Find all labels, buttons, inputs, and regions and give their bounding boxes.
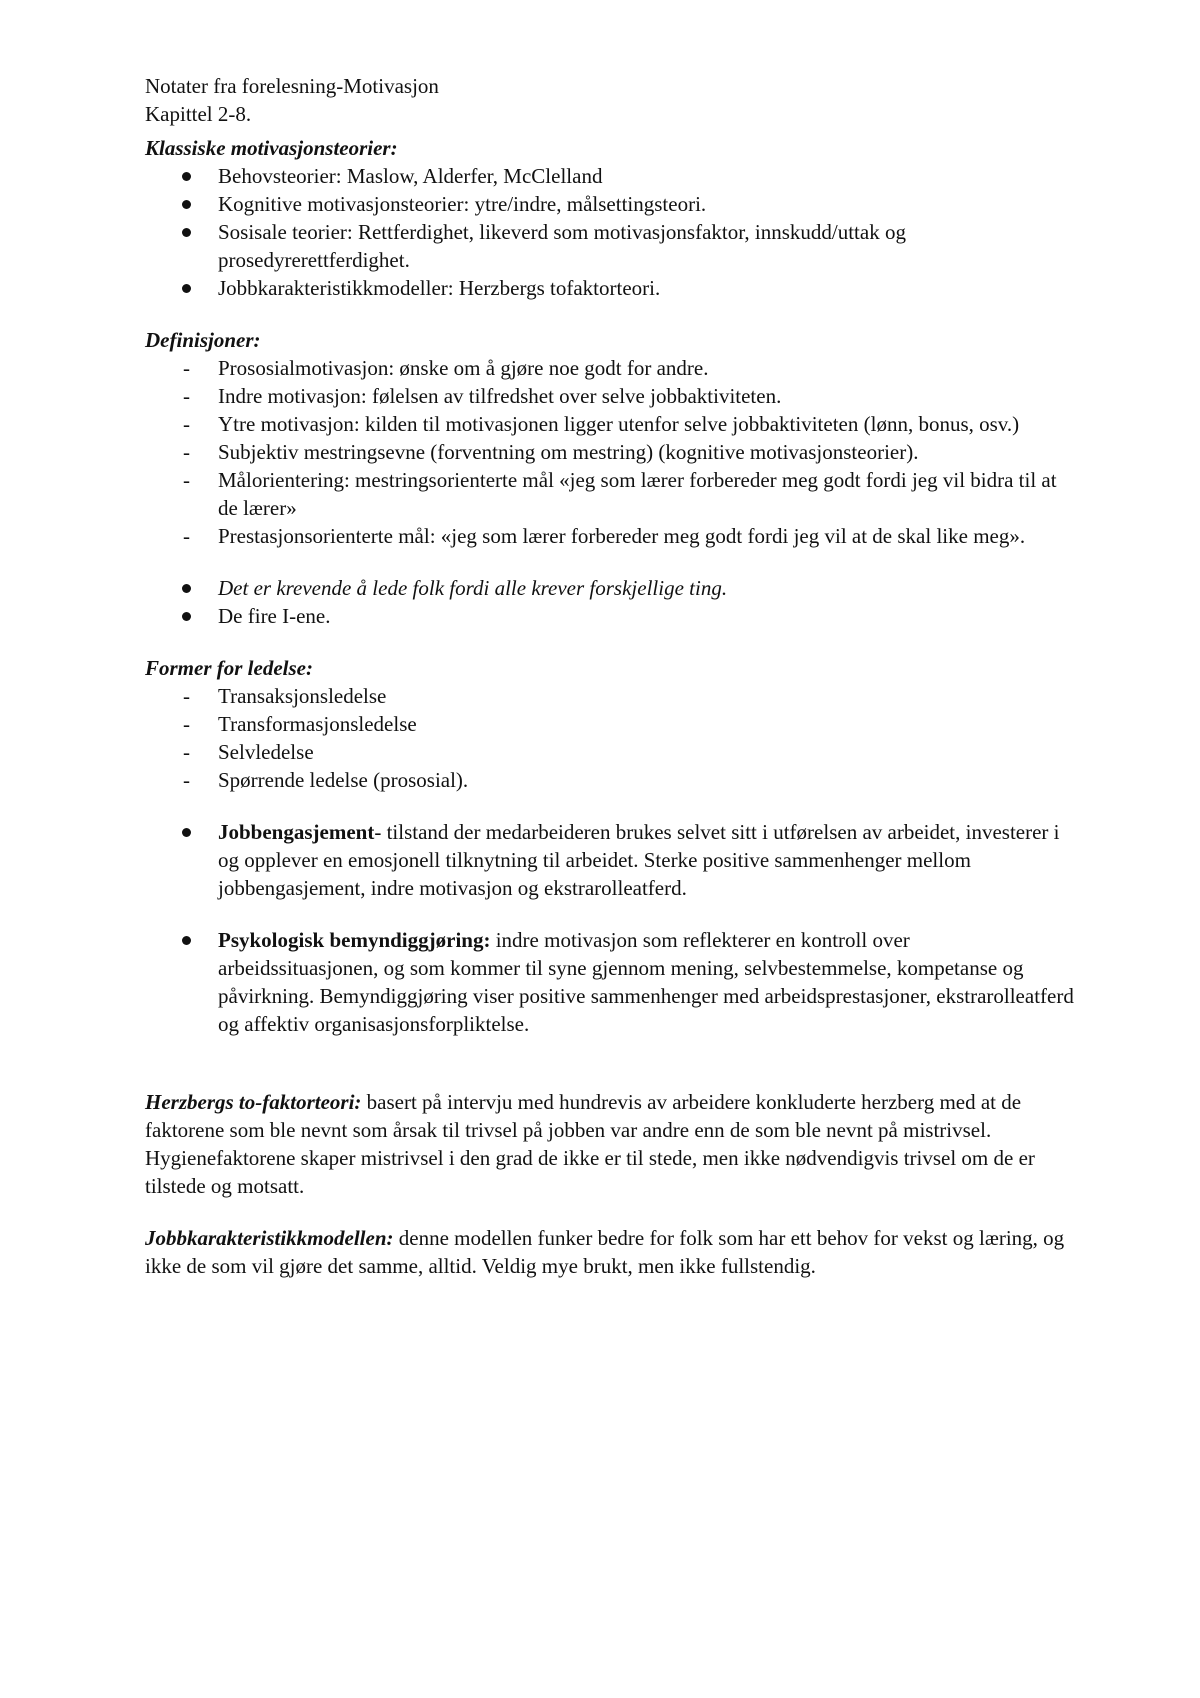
- empowerment-text: indre motivasjon som reflekterer en kontroll over arbeidssituasjonen, og som kommer til syne gjennom mening, selvbestemmelse, kompetanse og påvirkning. Bemyndiggjøring viser positive sammenhenger med arbeidsprestasjoner, ekstrarolleatferd og affektiv organisasjonsforpliktelse.: [218, 928, 1074, 1036]
- document-subtitle: Kapittel 2-8.: [145, 102, 252, 126]
- list-item: - Subjektiv mestringsevne (forventning om mestring) (kognitive motivasjonsteorier).: [183, 440, 919, 464]
- engagement-term: Jobbengasjement: [218, 820, 375, 844]
- herzberg-text: basert på intervju med hundrevis av arbeidere konkluderte herzberg med at de faktorene som ble nevnt som årsak til trivsel på jobben var andre enn de som ble nevnt på mistrivsel. Hygienefaktorene skaper mistrivsel i den grad de ikke er til stede, men ikke nødvendigvis trivsel om de er tilstede og motsatt.: [145, 1090, 1035, 1198]
- list-item: De fire I-ene.: [145, 602, 1075, 630]
- bullet-icon: [182, 172, 191, 181]
- dash-icon: -: [183, 684, 190, 708]
- list-item: - Spørrende ledelse (prososial).: [183, 768, 469, 792]
- dash-icon: -: [183, 468, 190, 492]
- document-title: Notater fra forelesning-Motivasjon: [145, 74, 439, 98]
- list-item: - Ytre motivasjon: kilden til motivasjonen ligger utenfor selve jobbaktiviteten (lønn, bonus, osv.): [183, 412, 1020, 436]
- list-item: - Indre motivasjon: følelsen av tilfredshet over selve jobbaktiviteten.: [183, 384, 782, 408]
- empowerment-list: [145, 926, 1075, 1038]
- bullet-icon: [182, 612, 191, 621]
- herzberg-paragraph: [145, 1088, 1075, 1200]
- dash-icon: -: [183, 440, 190, 464]
- bullet-icon: [182, 584, 191, 593]
- engagement-list: [145, 818, 1075, 902]
- dash-icon: -: [183, 712, 190, 736]
- list-item: - Prososialmotivasjon: ønske om å gjøre noe godt for andre.: [183, 356, 709, 380]
- bullet-icon: [182, 828, 191, 837]
- bullet-icon: [182, 284, 191, 293]
- notes-list: [145, 574, 1075, 630]
- jobmodel-paragraph: [145, 1224, 1075, 1280]
- definitions-heading: Definisjoner:: [145, 328, 261, 352]
- list-item: - Prestasjonsorienterte mål: «jeg som lærer forbereder meg godt fordi jeg vil at de skal like meg».: [183, 524, 1026, 548]
- jobmodel-heading: Jobbkarakteristikkmodellen:: [145, 1226, 394, 1250]
- list-item: [145, 818, 1075, 902]
- dash-icon: -: [183, 768, 190, 792]
- dash-icon: -: [183, 356, 190, 380]
- definitions-list: [145, 354, 1075, 550]
- bullet-icon: [182, 200, 191, 209]
- list-item: Jobbkarakteristikkmodeller: Herzbergs tofaktorteori.: [145, 274, 1075, 302]
- classic-theories-list: [145, 162, 1075, 302]
- bullet-icon: [182, 228, 191, 237]
- classic-theories-heading: Klassiske motivasjonsteorier:: [145, 136, 398, 160]
- leadership-list: [145, 682, 1075, 794]
- list-item: Sosisale teorier: Rettferdighet, likeverd som motivasjonsfaktor, innskudd/uttak og prosedyrerettferdighet.: [145, 218, 1075, 274]
- list-item: Det er krevende å lede folk fordi alle krever forskjellige ting.: [145, 574, 1075, 602]
- jobmodel-text: denne modellen funker bedre for folk som har ett behov for vekst og læring, og ikke de som vil gjøre det samme, alltid. Veldig mye brukt, men ikke fullstendig.: [145, 1226, 1065, 1278]
- leadership-heading: Former for ledelse:: [145, 656, 313, 680]
- bullet-icon: [182, 936, 191, 945]
- list-item: - Selvledelse: [183, 740, 314, 764]
- dash-icon: -: [183, 740, 190, 764]
- herzberg-heading: Herzbergs to-faktorteori:: [145, 1090, 362, 1114]
- empowerment-term: Psykologisk bemyndiggjøring:: [218, 928, 491, 952]
- dash-icon: -: [183, 384, 190, 408]
- dash-icon: -: [183, 524, 190, 548]
- list-item: - Målorientering: mestringsorienterte mål «jeg som lærer forbereder meg godt fordi jeg vil bidra til at de lærer»: [183, 468, 1057, 520]
- list-item: [145, 926, 1075, 1038]
- dash-icon: -: [183, 412, 190, 436]
- list-item: - Transformasjonsledelse: [183, 712, 417, 736]
- list-item: - Transaksjonsledelse: [183, 684, 387, 708]
- engagement-text: - tilstand der medarbeideren brukes selvet sitt i utførelsen av arbeidet, investerer i og opplever en emosjonell tilknytning til arbeidet. Sterke positive sammenhenger mellom jobbengasjement, indre motivasjon og ekstrarolleatferd.: [218, 820, 1060, 900]
- list-item: Behovsteorier: Maslow, Alderfer, McClelland: [145, 162, 1075, 190]
- document-page: [145, 72, 1075, 1280]
- list-item: Kognitive motivasjonsteorier: ytre/indre, målsettingsteori.: [145, 190, 1075, 218]
